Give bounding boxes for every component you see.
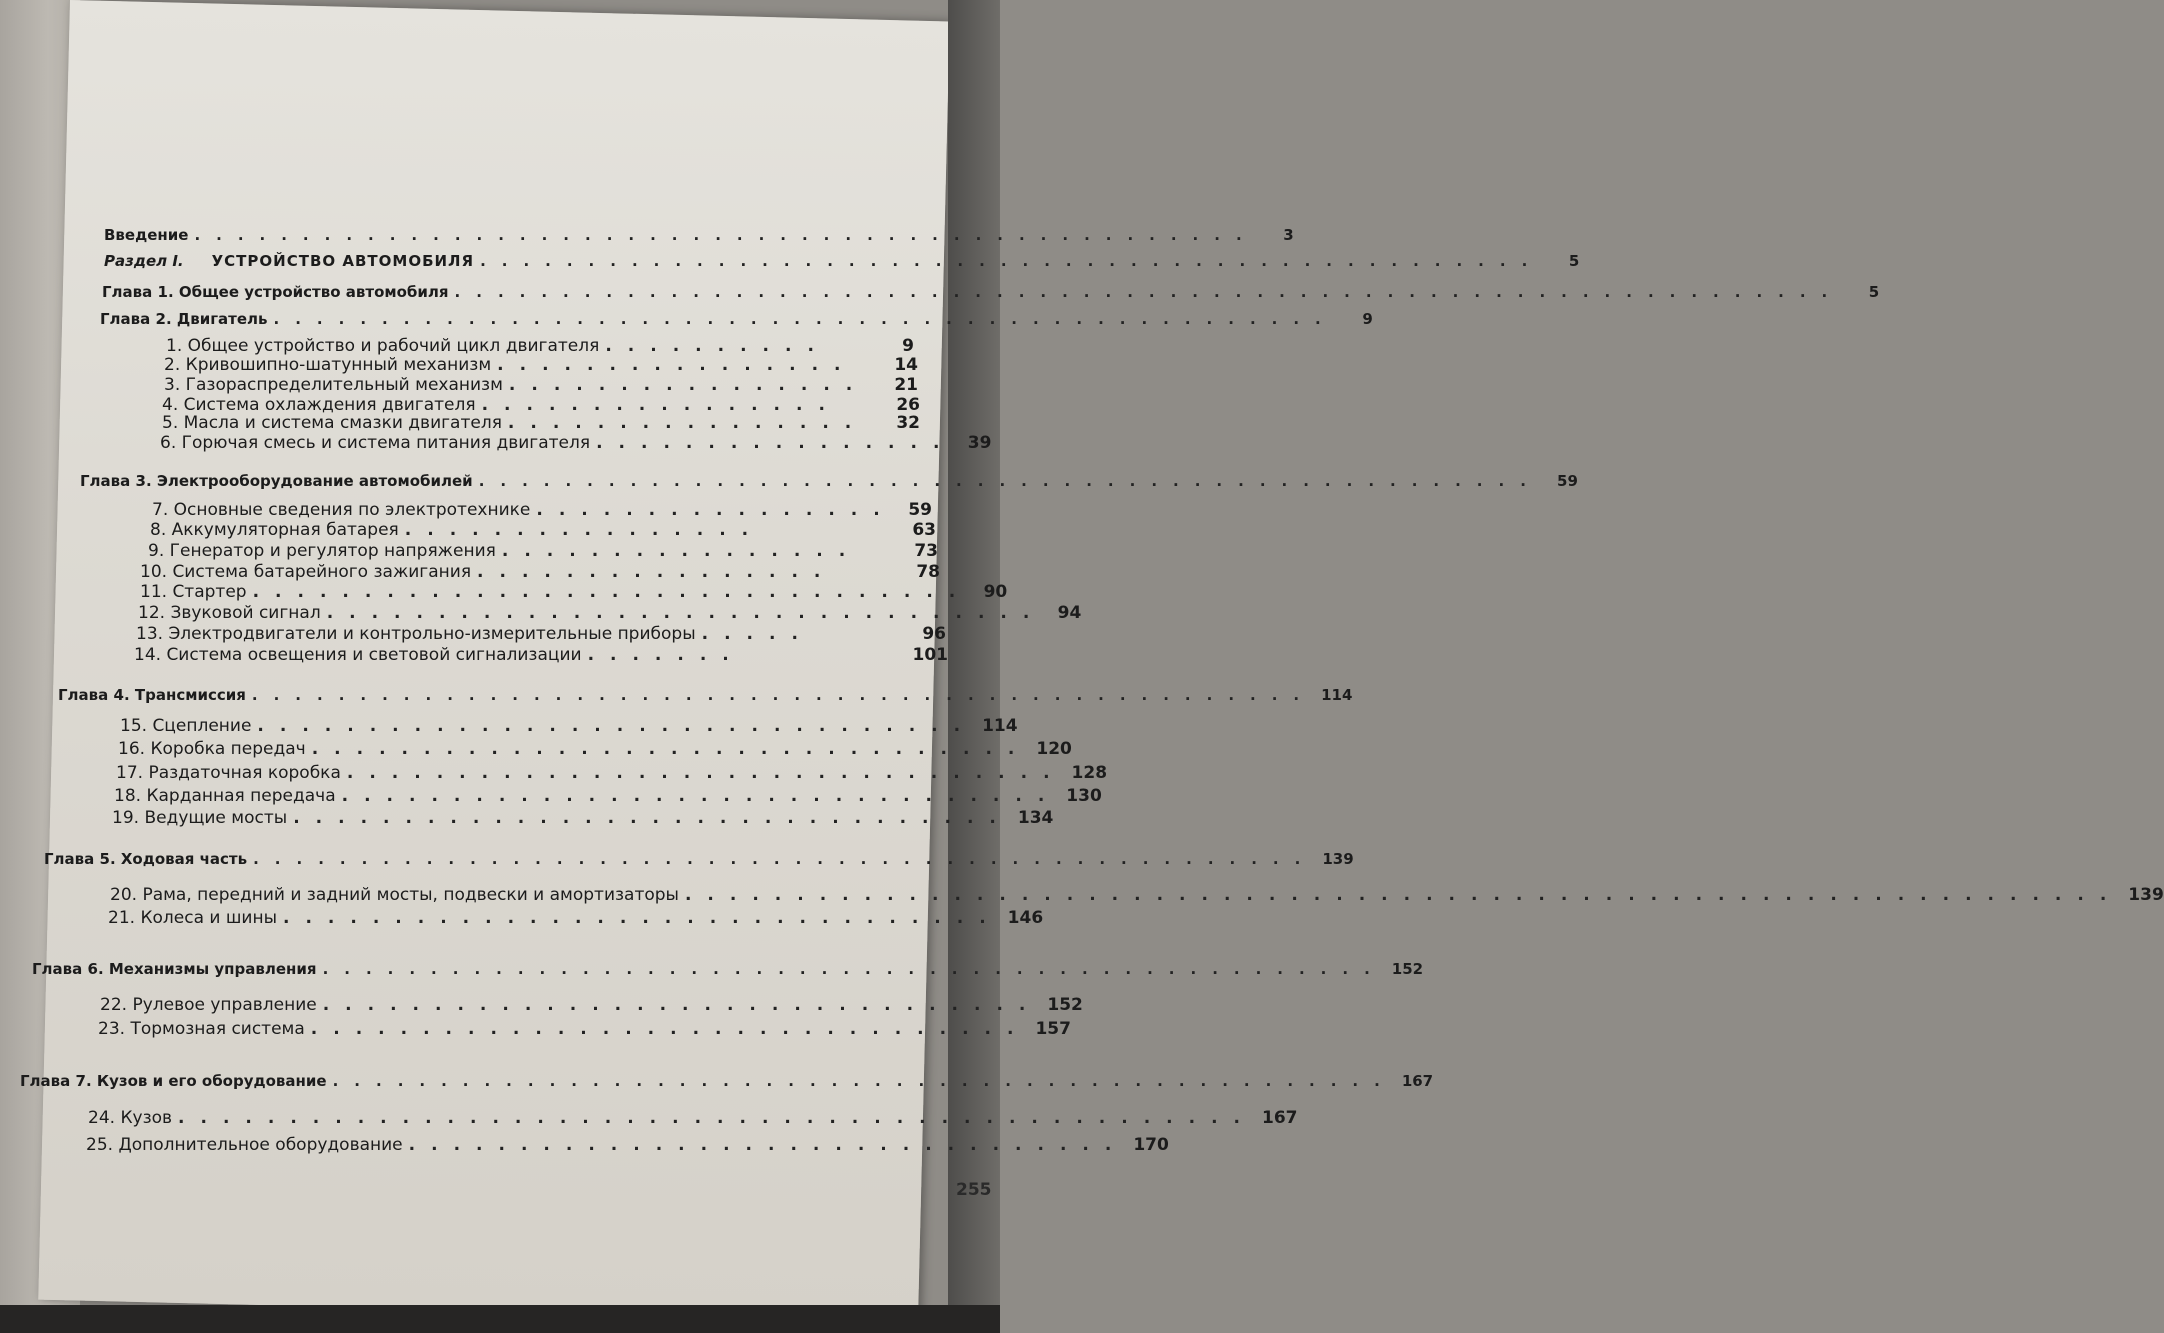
leader-dots: ................................	[341, 786, 1061, 806]
leader-dots: ................	[501, 541, 862, 561]
toc-entry-label: Глава 1. Общее устройство автомобиля	[102, 283, 449, 301]
toc-page-number: 167	[1401, 1072, 1434, 1090]
leader-dots: ................	[508, 375, 869, 395]
toc-entry-section	[114, 786, 1102, 806]
toc-page-number: 59	[908, 500, 932, 520]
part-label: Раздел I.	[104, 252, 184, 270]
leader-dots: .................................................	[322, 960, 1386, 978]
toc-page-number: 78	[916, 562, 940, 582]
leader-dots: ................................	[283, 908, 1002, 928]
leader-dots: .................................................	[480, 252, 1544, 270]
toc-entry-label: 3. Газораспределительный механизм	[164, 375, 503, 395]
leader-dots: .................................................	[251, 686, 1316, 704]
toc-entry-section	[136, 624, 946, 644]
leader-dots: ................................	[346, 763, 1066, 783]
toc-page-number: 5	[1568, 252, 1580, 270]
toc-entry-label: Введение	[104, 226, 189, 244]
leader-dots: .................................................	[478, 472, 1542, 490]
background-bottom	[0, 1305, 1000, 1333]
leader-dots: .....	[701, 624, 814, 644]
toc-page-number: 14	[894, 355, 918, 375]
toc-page-number: 63	[912, 520, 936, 540]
toc-entry-section	[118, 739, 1072, 759]
toc-page-number: 94	[1057, 603, 1082, 623]
toc-entry-chapter	[100, 310, 1373, 328]
toc-entry-section	[86, 1135, 1169, 1155]
toc-entry-section	[166, 336, 914, 356]
toc-page-number: 134	[1017, 808, 1054, 828]
toc-page-number: 114	[982, 716, 1018, 736]
toc-page-number: 32	[896, 413, 920, 433]
toc-entry-label: Глава 6. Механизмы управления	[32, 960, 317, 978]
leader-dots: ................................................................	[684, 885, 2123, 905]
toc-entry-label: 16. Коробка передач	[118, 739, 306, 759]
toc-entry-label: Глава 7. Кузов и его оборудование	[20, 1072, 327, 1090]
toc-page-number: 96	[922, 624, 946, 644]
toc-entry-label: Глава 4. Трансмиссия	[58, 686, 246, 704]
toc-entry-label: 1. Общее устройство и рабочий цикл двигателя	[166, 336, 600, 356]
toc-entry-section	[160, 433, 992, 453]
toc-page-number: 152	[1391, 960, 1424, 978]
toc-entry-label: 11. Стартер	[140, 582, 247, 602]
toc-entry-label: 17. Раздаточная коробка	[116, 763, 341, 783]
toc-entry-label: 21. Колеса и шины	[108, 908, 277, 928]
toc-entry-label: 18. Карданная передача	[114, 786, 336, 806]
toc-entry-section	[162, 413, 920, 433]
toc-entry-section	[98, 1019, 1071, 1039]
toc-entry-label: 8. Аккумуляторная батарея	[150, 520, 399, 540]
toc-entry-label: 7. Основные сведения по электротехнике	[152, 500, 531, 520]
toc-entry-label: Глава 3. Электрооборудование автомобилей	[80, 472, 473, 490]
leader-dots: .................................................	[273, 310, 1337, 328]
leader-dots: ................	[497, 355, 857, 375]
toc-entry-chapter	[58, 686, 1353, 704]
toc-entry-section	[164, 375, 918, 395]
toc-page-number: 139	[2128, 885, 2164, 905]
toc-entry-section	[108, 908, 1044, 928]
leader-dots: ................................	[293, 808, 1012, 828]
toc-entry-chapter	[44, 850, 1354, 868]
toc-entry-label: 24. Кузов	[88, 1108, 173, 1128]
toc-entry-label: 23. Тормозная система	[98, 1019, 305, 1039]
toc-page-number: 139	[1322, 850, 1354, 868]
toc-entry-section	[148, 541, 938, 561]
toc-entry-label: 6. Горючая смесь и система питания двигателя	[160, 433, 591, 453]
leader-dots: ................................	[257, 716, 977, 736]
leader-dots: ................................................................	[454, 283, 1844, 301]
toc-entry-label: 22. Рулевое управление	[100, 995, 317, 1015]
toc-page-number: 90	[983, 582, 1008, 602]
toc-entry-section	[120, 716, 1018, 736]
leader-dots: ................	[477, 562, 837, 582]
leader-dots: ................	[536, 500, 896, 520]
toc-page-number: 73	[914, 541, 938, 561]
leader-dots: .................................................	[253, 850, 1317, 868]
toc-entry-chapter	[20, 1072, 1434, 1090]
toc-entry-label: 20. Рама, передний и задний мосты, подвески и амортизаторы	[110, 885, 679, 905]
toc-page-number: 21	[894, 375, 918, 395]
toc-entry-label: Глава 2. Двигатель	[100, 310, 268, 328]
toc-entry-chapter	[32, 960, 1424, 978]
toc-entry-section	[100, 995, 1083, 1015]
toc-entry-label: 25. Дополнительное оборудование	[86, 1135, 403, 1155]
page-folio-number: 255	[956, 1180, 992, 1200]
leader-dots: .......	[587, 645, 745, 665]
toc-entry-label: 5. Масла и система смазки двигателя	[162, 413, 502, 433]
leader-dots: ..........	[605, 336, 830, 356]
toc-entry-chapter	[102, 283, 1880, 301]
toc-page-number: 170	[1133, 1135, 1169, 1155]
toc-entry-section	[162, 395, 920, 415]
toc-entry-label: 19. Ведущие мосты	[112, 808, 288, 828]
leader-dots: ................................	[326, 603, 1046, 623]
toc-entry-label: 13. Электродвигатели и контрольно-измерительные приборы	[136, 624, 696, 644]
toc-page-number: 128	[1071, 763, 1108, 783]
leader-dots: ................................	[322, 995, 1042, 1015]
leader-dots: ................	[481, 395, 841, 415]
leader-dots: .................................................	[194, 226, 1258, 244]
toc-entry-part	[104, 252, 1580, 270]
toc-page-number: 152	[1047, 995, 1083, 1015]
leader-dots: ................	[596, 433, 956, 453]
toc-entry-section	[110, 885, 2164, 905]
toc-entry-intro	[104, 226, 1294, 244]
toc-entry-label: 9. Генератор и регулятор напряжения	[148, 541, 496, 561]
leader-dots: ................	[404, 520, 765, 540]
leader-dots: ................................	[252, 582, 972, 602]
leader-dots: .................................................	[332, 1072, 1396, 1090]
toc-entry-section	[140, 562, 940, 582]
toc-page-number: 39	[967, 433, 992, 453]
toc-entry-section	[88, 1108, 1298, 1128]
toc-entry-section	[164, 355, 918, 375]
toc-page-number: 26	[896, 395, 920, 415]
toc-entry-label: 4. Система охлаждения двигателя	[162, 395, 476, 415]
leader-dots: ................................	[311, 739, 1031, 759]
toc-entry-chapter	[80, 472, 1578, 490]
toc-entry-section	[116, 763, 1108, 783]
toc-entry-section	[140, 582, 1008, 602]
toc-page-number: 9	[902, 336, 914, 356]
toc-entry-label: 10. Система батарейного зажигания	[140, 562, 472, 582]
toc-entry-section	[138, 603, 1082, 623]
toc-page-number: 3	[1283, 226, 1294, 244]
toc-page-number: 9	[1362, 310, 1373, 328]
toc-entry-label: 14. Система освещения и световой сигнализации	[134, 645, 582, 665]
leader-dots: ................	[507, 413, 868, 433]
leader-dots: ................................	[408, 1135, 1128, 1155]
toc-page-number: 101	[912, 645, 948, 665]
toc-page-number: 130	[1066, 786, 1102, 806]
toc-page-number: 157	[1035, 1019, 1071, 1039]
toc-entry-section	[150, 520, 936, 540]
toc-page-number: 167	[1262, 1108, 1298, 1128]
toc-entry-section	[152, 500, 932, 520]
part-title: УСТРОЙСТВО АВТОМОБИЛЯ	[211, 252, 475, 270]
toc-page-number: 120	[1036, 739, 1072, 759]
toc-entry-label: 12. Звуковой сигнал	[138, 603, 321, 623]
toc-page-number: 114	[1321, 686, 1353, 704]
toc-page-number: 59	[1557, 472, 1578, 490]
toc-entry-section	[112, 808, 1054, 828]
toc-entry-label: Глава 5. Ходовая часть	[44, 850, 248, 868]
toc-page-number: 5	[1868, 283, 1880, 301]
toc-entry-label: 2. Кривошипно-шатунный механизм	[164, 355, 492, 375]
toc-entry-section	[134, 645, 948, 665]
toc-entry-label: 15. Сцепление	[120, 716, 252, 736]
toc-page-number: 146	[1007, 908, 1044, 928]
leader-dots: ................................................	[178, 1108, 1257, 1128]
leader-dots: ................................	[310, 1019, 1030, 1039]
